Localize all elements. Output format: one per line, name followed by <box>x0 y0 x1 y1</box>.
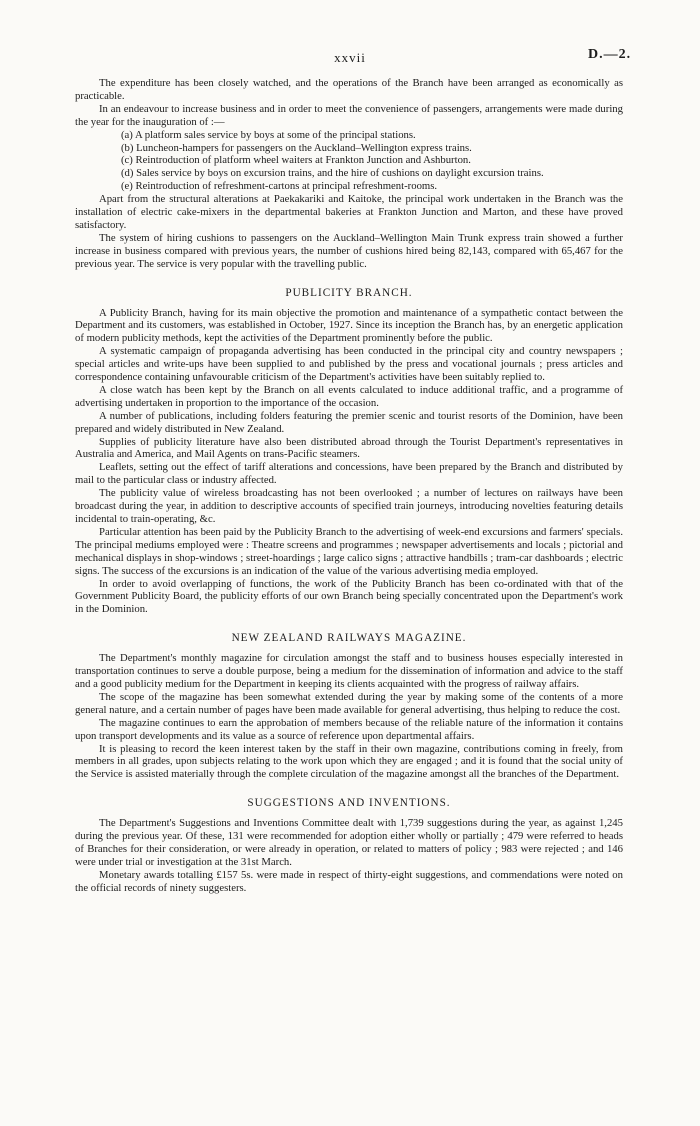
section-heading: PUBLICITY BRANCH. <box>285 286 413 299</box>
paragraph: The publicity value of wireless broadcasting has not been overlooked ; a number of lectures on railways have been broadcast during the year, in addition to descriptive accounts of specified train journeys, introducing novelties featuring details incidental to train-operating, &c. <box>75 487 623 525</box>
paragraph: In an endeavour to increase business and in order to meet the convenience of passengers, arrangements were made during the year for the inauguration of :— <box>75 102 623 128</box>
paragraph: The magazine continues to earn the approbation of members because of the reliable nature of the information it contains upon transport developments and its value as a source of reference upon departmental affairs. <box>75 716 623 742</box>
list-item: (d) Sales service by boys on excursion trains, and the hire of cushions on daylight excursion trains. <box>121 167 544 180</box>
paragraph: It is pleasing to record the keen interest taken by the staff in their own magazine, contributions coming in freely, from members in all grades, upon subjects relating to the work upon which they are engaged ; and it is found that the social unity of the Service is assisted materially through the complete circulation of the magazine amongst all the branches of the Department. <box>75 742 623 781</box>
list-item: (c) Reintroduction of platform wheel waiters at Frankton Junction and Ashburton. <box>121 154 471 167</box>
page-number: xxvii <box>334 50 366 65</box>
paragraph: Apart from the structural alterations at Paekakariki and Kaitoke, the principal work undertaken in the Branch was the installation of electric cake-mixers in the departmental bakeries at Frankton Junction and Marton, and these have proved satisfactory. <box>75 193 623 231</box>
paragraph: A close watch has been kept by the Branch on all events calculated to induce additional traffic, and a programme of advertising undertaken in proportion to the importance of the occasion. <box>75 383 623 409</box>
page-body <box>75 77 623 895</box>
paragraph: The expenditure has been closely watched, and the operations of the Branch have been arranged as economically as practicable. <box>75 77 623 102</box>
railways-magazine-section <box>75 632 623 781</box>
list-item: (a) A platform sales service by boys at some of the principal stations. <box>121 128 416 141</box>
list-item: (e) Reintroduction of refreshment-cartons at principal refreshment-rooms. <box>121 180 438 193</box>
document-reference: D.—2. <box>588 47 632 62</box>
paragraph: In order to avoid overlapping of functions, the work of the Publicity Branch has been co-ordinated with that of the Government Publicity Board, the publicity efforts of our own Branch being specially concentrated upon the Department's work in the Dominion. <box>75 577 623 616</box>
paragraph: A systematic campaign of propaganda advertising has been conducted in the principal city and country newspapers ; special articles and write-ups have been supplied to and published by the press and vocational journals ; press articles and correspondence containing unfavourable criticism of the Department's activities have been suitably replied to. <box>75 345 623 384</box>
section-heading: NEW ZEALAND RAILWAYS MAGAZINE. <box>231 632 467 645</box>
list-item: (b) Luncheon-hampers for passengers on the Auckland–Wellington express trains. <box>121 141 472 154</box>
paragraph: Supplies of publicity literature have also been distributed abroad through the Tourist Department's representatives in Australia and America, and Mail Agents on trans-Pacific steamers. <box>75 435 623 461</box>
suggestions-section <box>75 797 623 894</box>
paragraph: A Publicity Branch, having for its main objective the promotion and maintenance of a sympathetic contact between the Department and its customers, was established in October, 1927. Since its inception the Branch has, by an energetic application of modern publicity methods, kept the activities of the Department prominently before the public. <box>75 306 623 345</box>
paragraph: Leaflets, setting out the effect of tariff alterations and concessions, have been prepared by the Branch and distributed by mail to the particular class or industry affected. <box>75 461 623 487</box>
paragraph: A number of publications, including folders featuring the premier scenic and tourist resorts of the Dominion, have been prepared and widely distributed in New Zealand. <box>75 409 623 435</box>
paragraph: Particular attention has been paid by the Publicity Branch to the advertising of week-end excursions and farmers' specials. The principal mediums employed were : Theatre screens and programmes ; newspaper advertisements and locals ; pictorial and mechanical displays in shop-windows ; street-hoardings ; large calico signs ; attractive handbills ; tram-car dashboards ; electric signs. The success of the excursions is an indication of the value of the various advertising media employed. <box>75 525 623 577</box>
section-heading: SUGGESTIONS AND INVENTIONS. <box>247 797 451 810</box>
refreshment-branch-section <box>75 77 623 271</box>
publicity-branch-section <box>75 287 623 617</box>
paragraph: The Department's Suggestions and Inventions Committee dealt with 1,739 suggestions during the year, as against 1,245 during the previous year. Of these, 131 were recommended for adoption either wholly or partially ; 479 were referred to heads of Branches for their consideration, or were already in operation, or related to matters of policy ; 983 were rejected ; and 146 were under trial or investigation at the 31st March. <box>75 817 623 868</box>
paragraph: The scope of the magazine has been somewhat extended during the year by making some of the contents of a more general nature, and a certain number of pages have been made available for general advertising, thus helping to reduce the cost. <box>75 690 623 716</box>
paragraph: Monetary awards totalling £157 5s. were made in respect of thirty-eight suggestions, and commendations were noted on the official records of ninety suggesters. <box>75 868 623 894</box>
paragraph: The Department's monthly magazine for circulation amongst the staff and to business houses especially interested in transportation continues to serve a double purpose, being a medium for the dissemination of information and advice to the staff and a good publicity medium for the Department in keeping its clients acquainted with the progress of railway affairs. <box>75 652 623 690</box>
paragraph: The system of hiring cushions to passengers on the Auckland–Wellington Main Trunk express train showed a further increase in business compared with previous years, the number of cushions hired being 82,143, compared with 65,467 for the previous year. The service is very popular with the travelling public. <box>75 231 623 270</box>
